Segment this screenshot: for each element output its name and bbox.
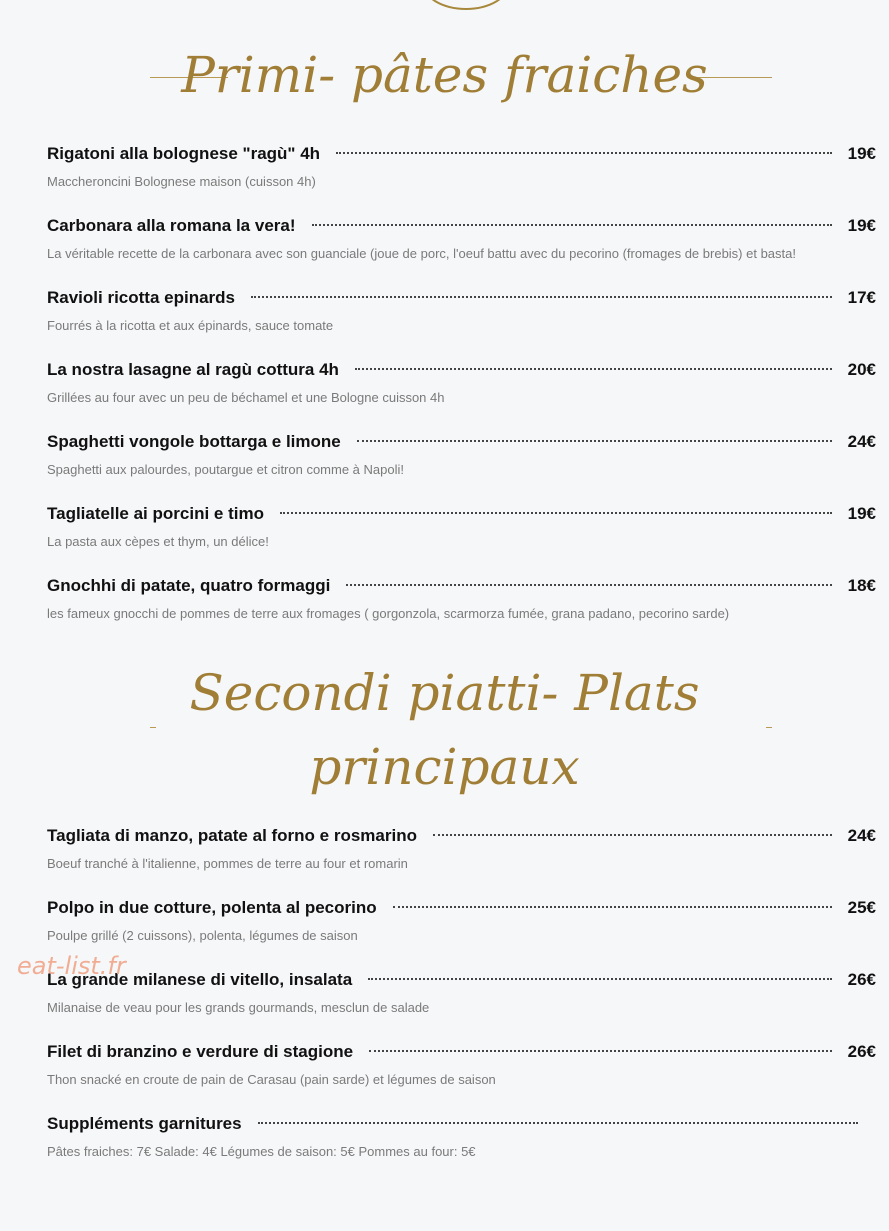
item-name: Carbonara alla romana la vera! bbox=[47, 216, 296, 235]
leader-dots bbox=[251, 296, 832, 298]
item-description: Thon snacké en croute de pain de Carasau (pain sarde) et légumes de saison bbox=[47, 1072, 496, 1087]
item-price: 18€ bbox=[847, 576, 876, 595]
item-name: Ravioli ricotta epinards bbox=[47, 288, 235, 307]
item-name: La nostra lasagne al ragù cottura 4h bbox=[47, 360, 339, 379]
item-description: Milanaise de veau pour les grands gourmands, mesclun de salade bbox=[47, 1000, 430, 1015]
menu-item bbox=[47, 432, 876, 477]
item-name: La grande milanese di vitello, insalata bbox=[47, 970, 353, 989]
section-title-secondi-line2: principaux bbox=[309, 738, 580, 796]
watermark: eat-list.fr bbox=[17, 952, 126, 980]
item-price: 26€ bbox=[847, 970, 876, 989]
item-description: Poulpe grillé (2 cuissons), polenta, légumes de saison bbox=[47, 928, 358, 943]
menu-item bbox=[47, 288, 876, 333]
item-price: 26€ bbox=[847, 1042, 876, 1061]
item-description: Spaghetti aux palourdes, poutargue et citron comme à Napoli! bbox=[47, 462, 404, 477]
menu-item bbox=[47, 970, 876, 1015]
item-description: La pasta aux cèpes et thym, un délice! bbox=[47, 534, 269, 549]
item-description: Grillées au four avec un peu de béchamel et une Bologne cuisson 4h bbox=[47, 390, 445, 405]
leader-dots bbox=[355, 368, 832, 370]
leader-dots bbox=[393, 906, 832, 908]
item-description: Maccheroncini Bolognese maison (cuisson 4h) bbox=[47, 174, 316, 189]
menu-item bbox=[47, 1114, 858, 1159]
leader-dots bbox=[258, 1122, 858, 1124]
item-price: 24€ bbox=[847, 826, 876, 845]
item-price: 25€ bbox=[847, 898, 876, 917]
item-price: 24€ bbox=[847, 432, 876, 451]
section-title-secondi-line1: Secondi piatti- Plats bbox=[189, 664, 700, 722]
item-price: 19€ bbox=[847, 144, 876, 163]
item-price: 20€ bbox=[847, 360, 876, 379]
item-name: Suppléments garnitures bbox=[47, 1114, 242, 1133]
item-description: La véritable recette de la carbonara avec son guanciale (joue de porc, l'oeuf battu avec du pecorino (fromages de brebis) et basta! bbox=[47, 246, 796, 261]
item-name: Rigatoni alla bolognese "ragù" 4h bbox=[47, 144, 321, 163]
leader-dots bbox=[346, 584, 831, 586]
menu-item bbox=[47, 504, 876, 549]
leader-dots bbox=[280, 512, 832, 514]
leader-dots bbox=[368, 978, 831, 980]
leader-dots bbox=[369, 1050, 832, 1052]
title-divider-right bbox=[766, 727, 772, 728]
item-description: les fameux gnocchi de pommes de terre aux fromages ( gorgonzola, scarmorza fumée, grana padano, pecorino sarde) bbox=[47, 606, 730, 621]
item-name: Tagliatelle ai porcini e timo bbox=[47, 504, 264, 523]
leader-dots bbox=[336, 152, 832, 154]
menu-item bbox=[47, 1042, 876, 1087]
item-price: 19€ bbox=[847, 216, 876, 235]
item-name: Filet di branzino e verdure di stagione bbox=[47, 1042, 354, 1061]
title-divider-left bbox=[150, 727, 156, 728]
menu-item bbox=[47, 826, 876, 871]
menu-item bbox=[47, 360, 876, 405]
item-description: Pâtes fraiches: 7€ Salade: 4€ Légumes de saison: 5€ Pommes au four: 5€ bbox=[47, 1144, 476, 1159]
menu-item bbox=[47, 898, 876, 943]
item-name: Polpo in due cotture, polenta al pecorino bbox=[47, 898, 377, 917]
leader-dots bbox=[312, 224, 832, 226]
item-price: 19€ bbox=[847, 504, 876, 523]
leader-dots bbox=[357, 440, 832, 442]
leader-dots bbox=[433, 834, 832, 836]
section-title-primi: Primi- pâtes fraiches bbox=[181, 46, 708, 104]
menu-item bbox=[47, 144, 876, 189]
item-description: Fourrés à la ricotta et aux épinards, sauce tomate bbox=[47, 318, 334, 333]
item-name: Tagliata di manzo, patate al forno e rosmarino bbox=[47, 826, 417, 845]
top-ornament bbox=[422, 0, 510, 10]
item-name: Spaghetti vongole bottarga e limone bbox=[47, 432, 341, 451]
item-description: Boeuf tranché à l'italienne, pommes de terre au four et romarin bbox=[47, 856, 408, 871]
item-price: 17€ bbox=[847, 288, 876, 307]
item-name: Gnochhi di patate, quatro formaggi bbox=[47, 576, 331, 595]
menu-item bbox=[47, 216, 876, 261]
menu-item bbox=[47, 576, 876, 621]
